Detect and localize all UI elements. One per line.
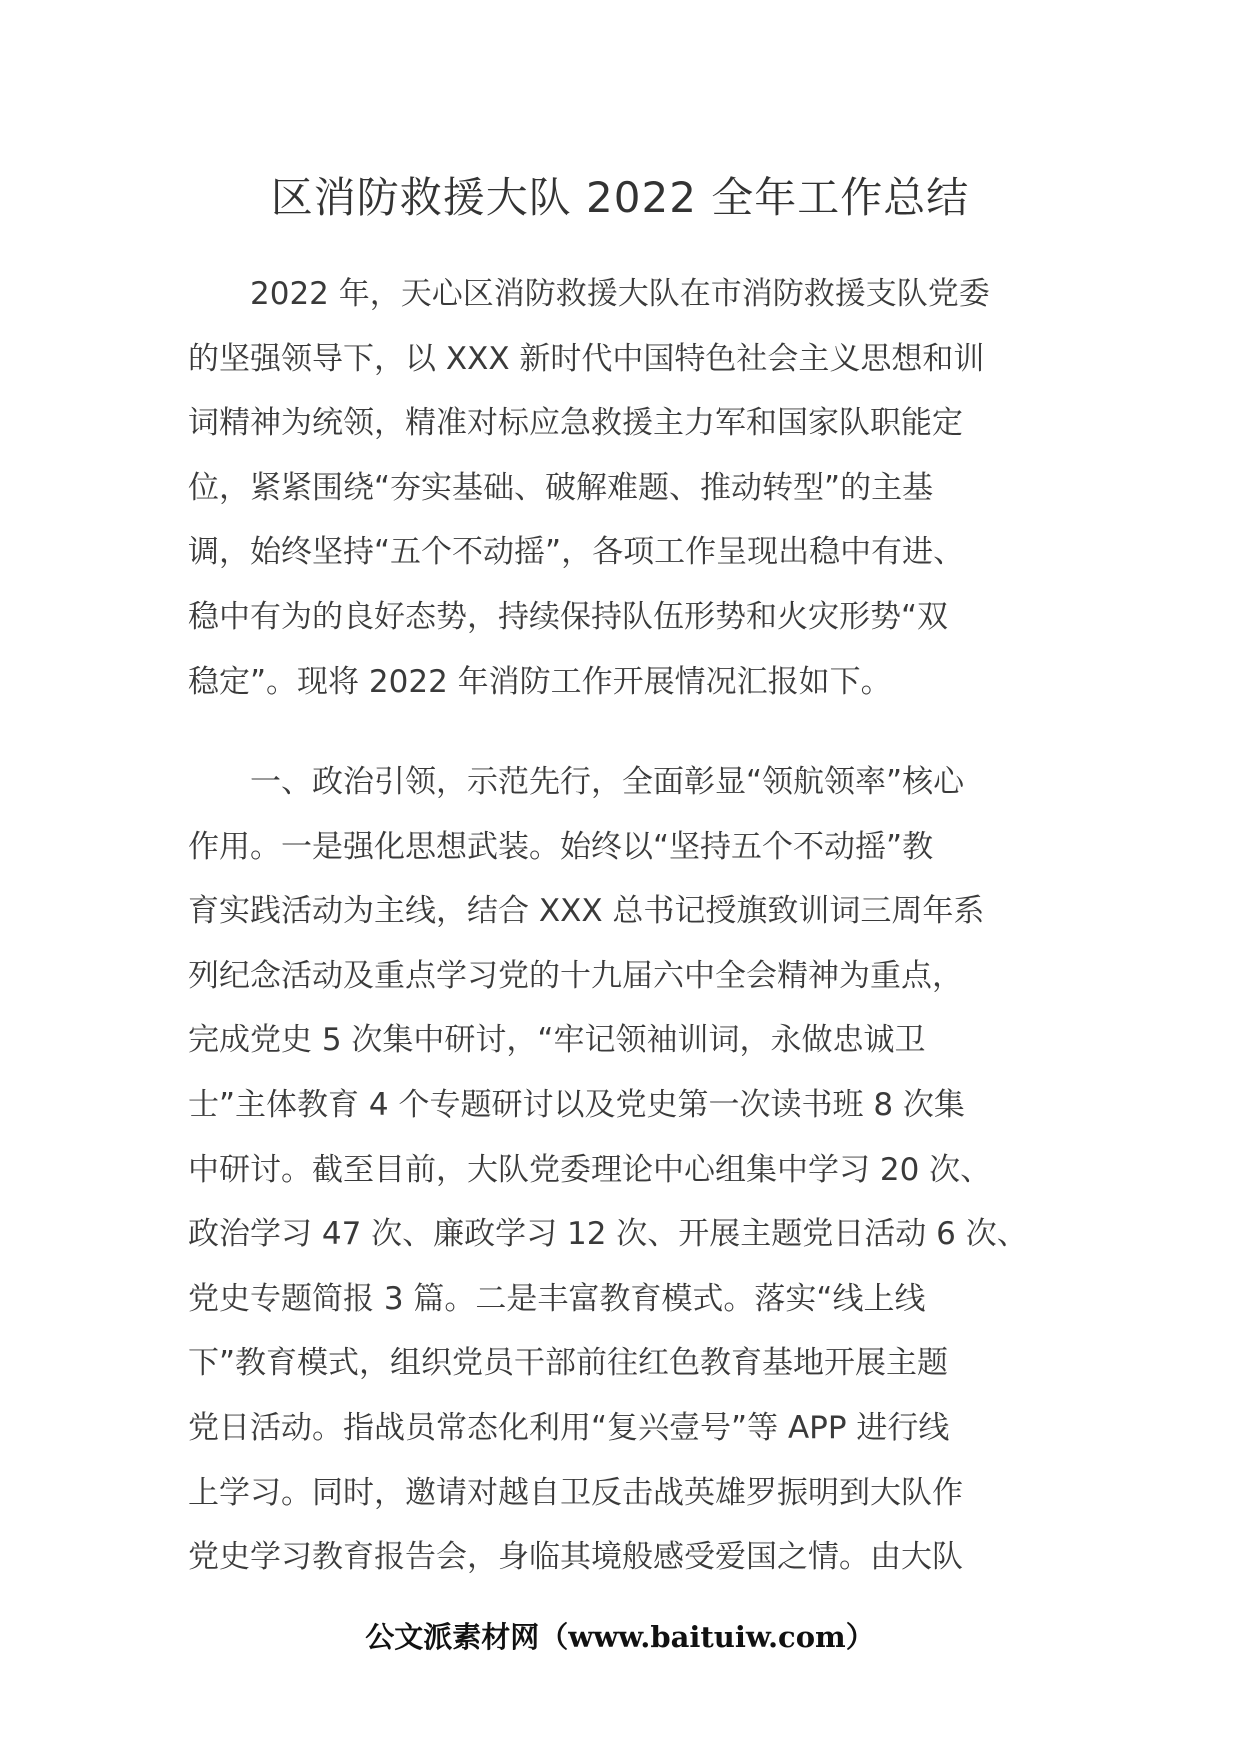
text-line: 政治学习 47 次、廉政学习 12 次、开展主题党日活动 6 次、 — [188, 1216, 1028, 1253]
text-line: 2022 年，天心区消防救援大队在市消防救援支队党委 — [188, 276, 990, 312]
text-line: 党日活动。指战员常态化利用“复兴壹号”等 APP 进行线 — [188, 1409, 950, 1446]
text-line: 位，紧紧围绕“夯实基础、破解难题、推动转型”的主基 — [188, 469, 934, 506]
footer-watermark: 公文派素材网（www.baituiw.com） — [365, 1620, 875, 1654]
text-line: 下”教育模式，组织党员干部前往红色教育基地开展主题 — [188, 1345, 949, 1382]
text-line: 稳定”。现将 2022 年消防工作开展情况汇报如下。 — [188, 663, 892, 700]
text-line: 完成党史 5 次集中研讨，“牢记领袖训词，永做忠诚卫 — [188, 1022, 926, 1059]
text-line: 列纪念活动及重点学习党的十九届六中全会精神为重点， — [188, 957, 963, 994]
text-line: 作用。一是强化思想武装。始终以“坚持五个不动摇”教 — [188, 828, 934, 865]
text-line: 调，始终坚持“五个不动摇”，各项工作呈现出稳中有进、 — [188, 534, 965, 571]
text-line: 稳中有为的良好态势，持续保持队伍形势和火灾形势“双 — [188, 598, 949, 635]
text-line: 上学习。同时，邀请对越自卫反击战英雄罗振明到大队作 — [188, 1474, 963, 1511]
text-line: 党史学习教育报告会，身临其境般感受爱国之情。由大队 — [188, 1539, 963, 1576]
text-line: 中研讨。截至目前，大队党委理论中心组集中学习 20 次、 — [188, 1151, 992, 1188]
paragraph-intro — [188, 262, 1068, 714]
text-line: 士”主体教育 4 个专题研讨以及党史第一次读书班 8 次集 — [188, 1086, 965, 1123]
text-line: 党史专题简报 3 篇。二是丰富教育模式。落实“线上线 — [188, 1280, 926, 1317]
text-line: 的坚强领导下，以 XXX 新时代中国特色社会主义思想和训 — [188, 340, 985, 377]
page-title: 区消防救援大队 2022 全年工作总结 — [270, 173, 970, 222]
text-line: 育实践活动为主线，结合 XXX 总书记授旗致训词三周年系 — [188, 893, 985, 930]
paragraph-section-one — [188, 750, 1068, 1590]
text-line: 一、政治引领，示范先行，全面彰显“领航领率”核心 — [188, 764, 965, 800]
text-line: 词精神为统领，精准对标应急救援主力军和国家队职能定 — [188, 405, 963, 442]
